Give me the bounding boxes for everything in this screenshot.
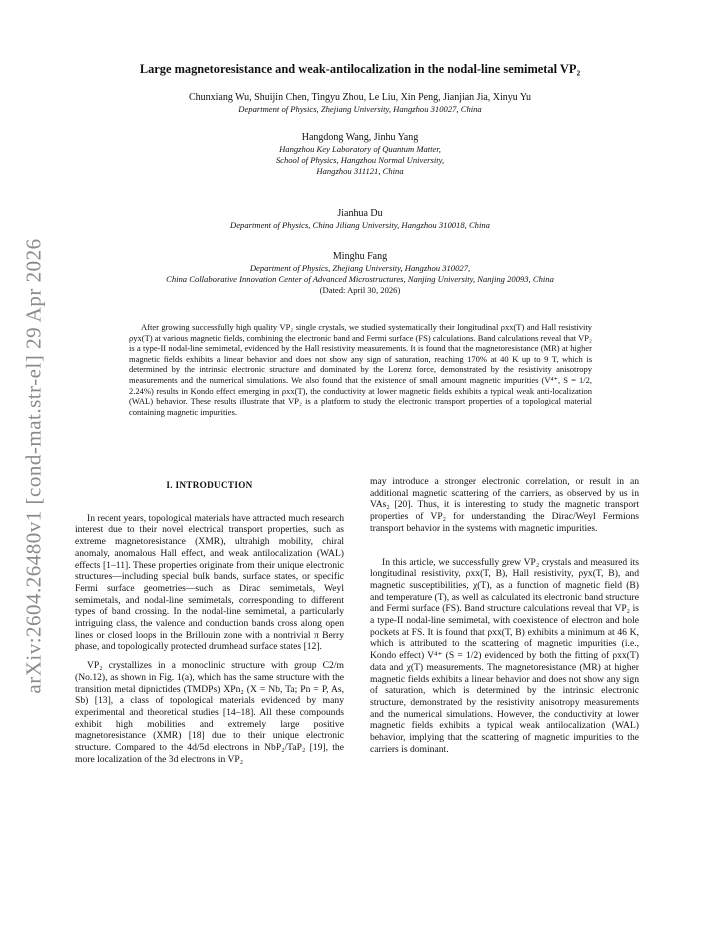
body-paragraph: In recent years, topological materials have attracted much research interest due to their novel electrical transport properties, such as extreme magnetoresistance (XMR), ultrahigh mobility, chiral anomaly, anomalous Hall effect, and weak antilocalization (WAL) effects [1–11]. These properties originate from their unique electronic structures—including special bulk bands, surface states, or specific Fermi surface geometries—such as Dirac semimetals, Weyl semimetals, and nodal-line semimetals, corresponding to different types of band crossing. In the nodal-line semimetal, a particularly intriguing class, the valence and conduction bands cross along open lines or closed loops in the Brillouin zone with a nontrivial π Berry phase, and topologically protected drumhead surface states [12]. — [75, 512, 344, 653]
author-group-1 — [0, 92, 720, 115]
author-group-2 — [0, 132, 720, 177]
author-affiliation: China Collaborative Innovation Center of Advanced Microstructures, Nanjing University, Nanjing 20093, China — [166, 274, 554, 284]
author-affiliation: Department of Physics, China Jiliang University, Hangzhou 310018, China — [230, 220, 490, 230]
body-paragraph: may introduce a stronger electronic correlation, or result in an additional magnetic scattering of the carriers, as observed by us in VAs₂ [20]. Thus, it is interesting to study the magnetic transport properties of VP₂ for understanding the Dirac/Weyl Fermions transport behavior in the systems with magnetic impurities. — [370, 476, 639, 534]
author-affiliation: School of Physics, Hangzhou Normal University, — [275, 155, 445, 165]
author-names: Minghu Fang — [332, 251, 388, 262]
dated-line: (Dated: April 30, 2026) — [319, 285, 401, 295]
body-paragraph: VP₂ crystallizes in a monoclinic structure with group C2/m (No.12), as shown in Fig. 1(a), which has the same structure with the transition metal dipnictides (TMDPs) XPn₂ (X = Nb, Ta; Pn = P, As, Sb) [13], a class of topological materials evidenced by many experimental and theoretical studies [14–18]. All these compounds exhibit high mobilities and extremely large positive magnetoresistance (XMR) [18] due to their unique electronic structure. Compared to the 4d/5d electrons in NbP₂/TaP₂ [19], the more localization of the 3d electrons in VP₂ — [75, 660, 344, 765]
abstract: After growing successfully high quality VP₂ single crystals, we studied systematically their longitudinal ρxx(T) and Hall resistivity ρyx(T) at various magnetic fields, combining the electronic band and Fermi surface (FS) calculations. Band calculations reveal that VP₂ is a type-II nodal-line semimetal, evidenced by the Hall resistivity measurements. It is found that the magnetoresistance (MR) at higher magnetic fields exhibits a linear behavior and does not show any sign of saturation, reaching 170% at 40 K up to 9 T, which is determined by the intrinsic electronic structure and dominated by the Lorenz force, demonstrated by the resistivity anisotropy measurements and the numerical simulations. We also found that the existence of small amount magnetic impurities (V⁴⁺, S = 1/2, 2.24%) results in Kondo effect emerging in ρxx(T), the conductivity at lower magnetic fields exhibits a typical weak anti-localization (WAL) behavior. These results illustrate that VP₂ is a platform to study the electronic transport properties of a topological material containing magnetic impurities. — [129, 322, 592, 417]
arxiv-id-text: arXiv:2604.26480v1 [cond-mat.str-el] 29 Apr 2026 — [21, 238, 46, 694]
left-column — [75, 476, 344, 765]
right-column — [370, 476, 639, 755]
author-affiliation: Department of Physics, Zhejiang University, Hangzhou 310027, — [249, 263, 471, 273]
author-names: Chunxiang Wu, Shuijin Chen, Tingyu Zhou, Le Liu, Xin Peng, Jianjian Jia, Xinyu Yu — [188, 92, 532, 103]
body-paragraph: In this article, we successfully grew VP₂ crystals and measured its longitudinal resistivity, ρxx(T, B), Hall resistivity, ρyx(T, B), and magnetic susceptibilities, χ(T), as a function of magnetic field (B) and temperature (T), as well as calculated its electronic band structure and Fermi surface (FS). Band structure calculations reveal that VP₂ is a type-II nodal-line semimetal, with coexistence of electron and hole pockets at FS. It is found that ρxx(T, B) exhibits a minimum at 46 K, which is attributed to the scattering of magnetic impurities (i.e., Kondo effect) V⁴⁺ (S = 1/2) evidenced by both the fitting of ρxx(T) data and χ(T) measurements. The magnetoresistance (MR) at higher magnetic fields exhibits a linear behavior and does not show any sign of saturation, which is determined by the intrinsic electronic structure, demonstrated by the resistivity anisotropy measurements and the numerical simulations. However, the conductivity at lower magnetic fields exhibits a typical weak antilocalization (WAL) behavior, implying that the scattering of magnetic impurities to the carriers is dominant. — [370, 556, 639, 755]
author-affiliation: Department of Physics, Zhejiang University, Hangzhou 310027, China — [238, 104, 482, 114]
author-group-3 — [0, 208, 720, 231]
author-affiliation: Hangzhou Key Laboratory of Quantum Matter, — [279, 144, 441, 154]
section-heading-introduction: I. INTRODUCTION — [166, 480, 253, 490]
author-group-4 — [0, 251, 720, 296]
paper-title: Large magnetoresistance and weak-antilocalization in the nodal-line semimetal VP₂ — [139, 62, 581, 76]
author-names: Jianhua Du — [337, 208, 383, 219]
author-names: Hangdong Wang, Jinhu Yang — [301, 132, 419, 143]
author-affiliation: Hangzhou 311121, China — [316, 166, 404, 176]
